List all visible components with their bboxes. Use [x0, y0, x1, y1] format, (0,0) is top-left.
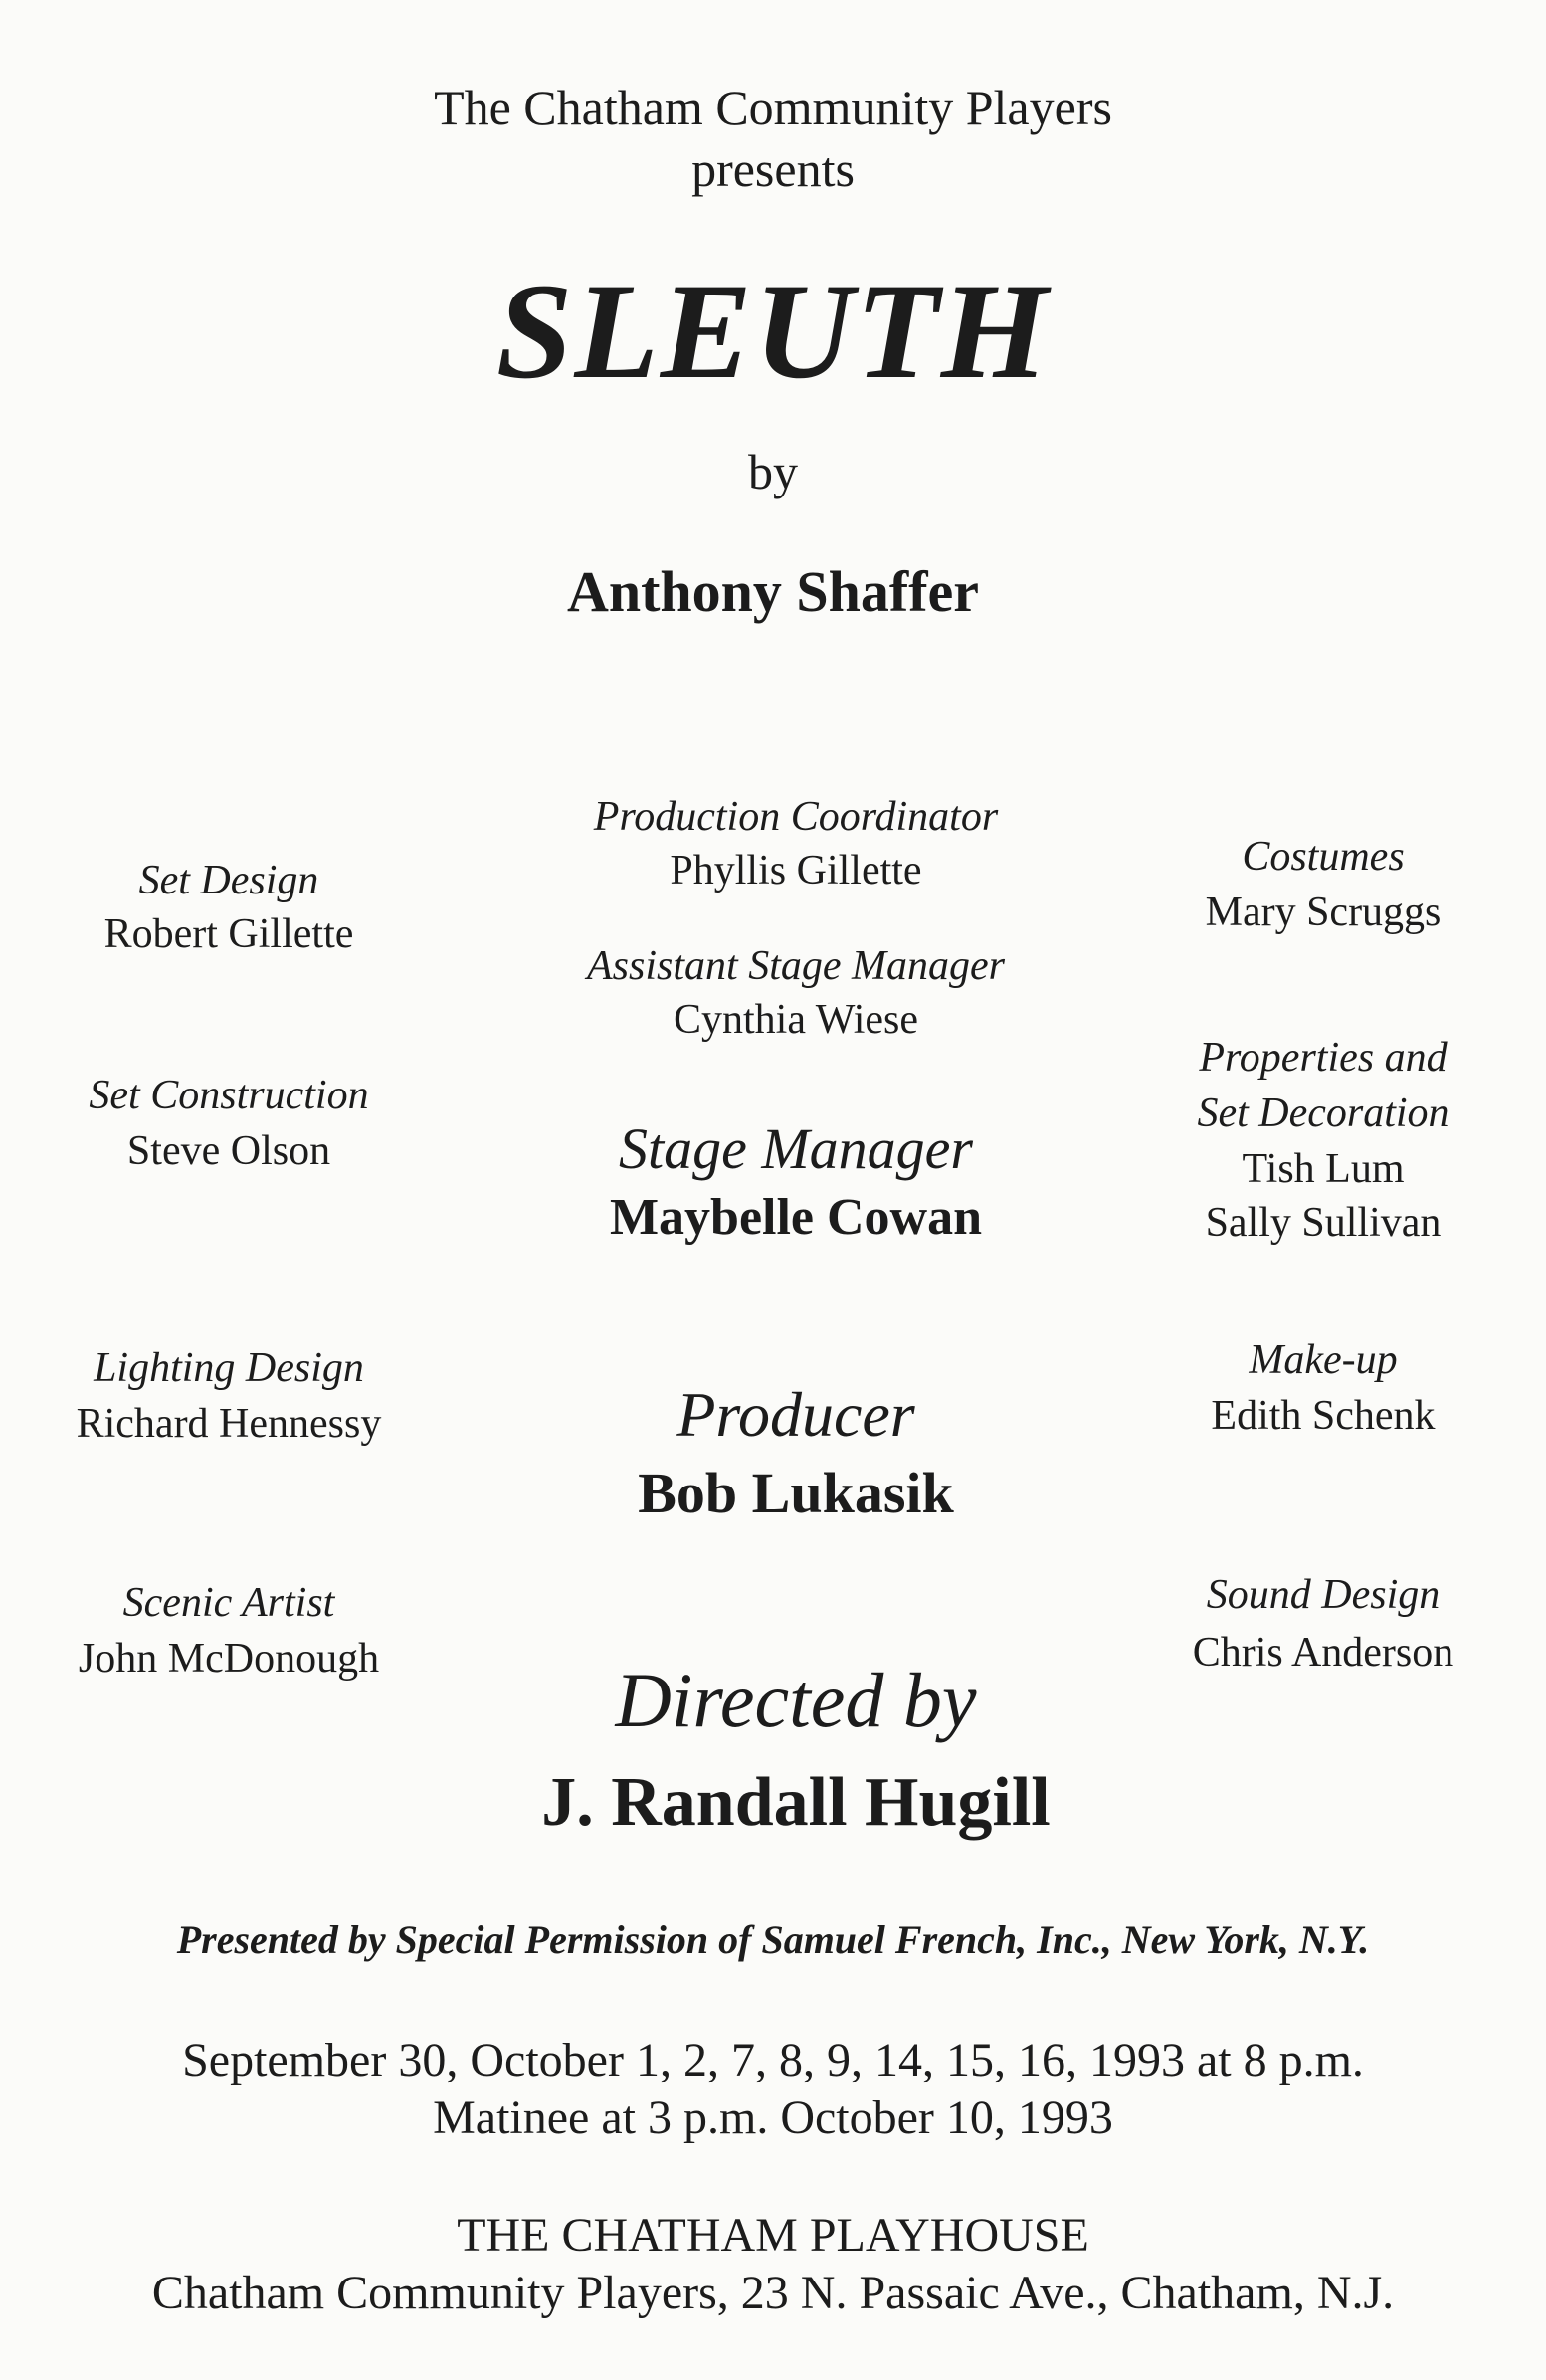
properties-name-1: Tish Lum	[1242, 1146, 1405, 1192]
venue-address: Chatham Community Players, 23 N. Passaic Ave., Chatham, N.J.	[151, 2267, 1395, 2319]
costumes-role: Costumes	[1242, 834, 1405, 880]
makeup-name: Edith Schenk	[1211, 1393, 1436, 1439]
set-construction-name: Steve Olson	[126, 1128, 331, 1174]
set-design-name: Robert Gillette	[103, 911, 354, 957]
production-coordinator-name: Phyllis Gillette	[670, 848, 922, 893]
performance-dates: September 30, October 1, 2, 7, 8, 9, 14, 15, 16, 1993 at 8 p.m.	[182, 2034, 1364, 2086]
stage-manager-role: Stage Manager	[619, 1116, 973, 1181]
producer-role: Producer	[676, 1379, 915, 1450]
by-text: by	[748, 444, 798, 499]
director-role: Directed by	[615, 1657, 977, 1743]
lighting-design-name: Richard Hennessy	[76, 1401, 382, 1447]
assistant-stage-manager-role: Assistant Stage Manager	[587, 943, 1005, 989]
assistant-stage-manager-name: Cynthia Wiese	[674, 997, 918, 1043]
set-construction-role: Set Construction	[89, 1073, 369, 1118]
director-name: J. Randall Hugill	[541, 1764, 1051, 1841]
properties-role-line2: Set Decoration	[1197, 1091, 1449, 1136]
scenic-artist-name: John McDonough	[78, 1636, 380, 1682]
costumes-name: Mary Scruggs	[1205, 890, 1442, 935]
scenic-artist-role: Scenic Artist	[122, 1580, 335, 1626]
permission-notice: Presented by Special Permission of Samuel French, Inc., New York, N.Y.	[176, 1917, 1370, 1962]
sound-design-name: Chris Anderson	[1192, 1630, 1454, 1676]
stage-manager-name: Maybelle Cowan	[609, 1189, 983, 1246]
set-design-role: Set Design	[138, 858, 319, 903]
properties-role-line1: Properties and	[1199, 1035, 1448, 1081]
lighting-design-role: Lighting Design	[94, 1345, 364, 1391]
producer-name: Bob Lukasik	[638, 1461, 954, 1525]
makeup-role: Make-up	[1249, 1337, 1398, 1383]
presenter-name: The Chatham Community Players	[434, 80, 1112, 135]
playwright-name: Anthony Shaffer	[566, 559, 980, 624]
venue-name: THE CHATHAM PLAYHOUSE	[457, 2209, 1089, 2262]
sound-design-role: Sound Design	[1206, 1572, 1441, 1618]
properties-name-2: Sally Sullivan	[1205, 1200, 1442, 1246]
production-coordinator-role: Production Coordinator	[593, 794, 999, 840]
play-title: SLEUTH	[495, 255, 1051, 407]
matinee-info: Matinee at 3 p.m. October 10, 1993	[433, 2091, 1113, 2144]
presents-text: presents	[691, 141, 855, 197]
